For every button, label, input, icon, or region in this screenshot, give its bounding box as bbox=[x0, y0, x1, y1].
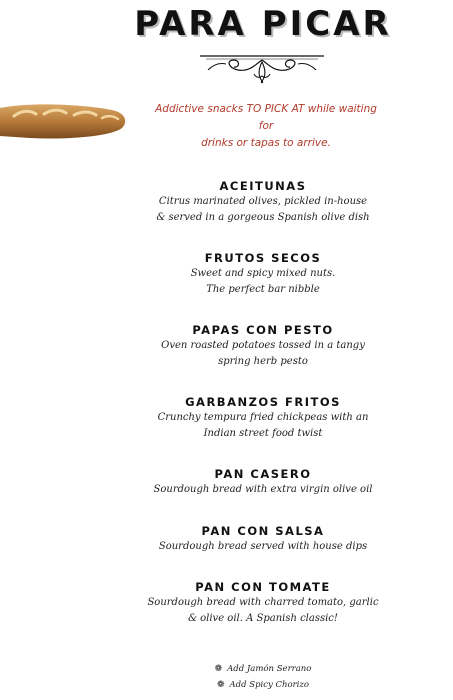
item-name: GARBANZOS FRITOS bbox=[185, 395, 341, 409]
menu-item-pan-con-tomate bbox=[0, 579, 453, 626]
item-description: Oven roasted potatoes tossed in a tangy bbox=[161, 340, 365, 351]
menu-item-garbanzos-fritos bbox=[0, 394, 453, 441]
item-description: Sourdough bread served with house dips bbox=[158, 540, 368, 552]
item-description: & served in a gorgeous Spanish olive dish bbox=[156, 211, 370, 223]
intro-text bbox=[150, 101, 382, 152]
menu-item-papas-con-pesto bbox=[0, 322, 453, 369]
item-description: The perfect bar nibble bbox=[206, 283, 320, 295]
addon-item bbox=[0, 661, 453, 677]
item-name: ACEITUNAS bbox=[219, 179, 307, 193]
item-description: Sourdough bread with charred tomato, garlic bbox=[147, 597, 379, 608]
flower-bullet-icon: ❁ bbox=[214, 664, 223, 674]
addon-item bbox=[0, 677, 453, 693]
item-description: Citrus marinated olives, pickled in-house bbox=[158, 196, 368, 207]
ornament-divider-icon bbox=[198, 50, 326, 84]
menu-list bbox=[0, 178, 453, 651]
item-name: PAN CASERO bbox=[214, 467, 312, 481]
item-description: Crunchy tempura fried chickpeas with an bbox=[157, 412, 369, 423]
baguette-image bbox=[0, 100, 128, 142]
item-description: & olive oil. A Spanish classic! bbox=[188, 612, 338, 624]
item-description: Sweet and spicy mixed nuts. bbox=[190, 268, 336, 279]
addon-label: Add Jamón Serrano bbox=[227, 664, 312, 674]
item-description: spring herb pesto bbox=[218, 355, 308, 367]
item-description: Sourdough bread with extra virgin olive oil bbox=[153, 484, 373, 495]
item-name: PAPAS CON PESTO bbox=[192, 323, 334, 337]
menu-item-frutos-secos bbox=[0, 250, 453, 297]
addon-list bbox=[0, 661, 453, 693]
intro-line: Addictive snacks TO PICK AT while waiting for bbox=[155, 103, 377, 132]
page-title: PARA PICAR bbox=[134, 4, 392, 44]
item-name: PAN CON SALSA bbox=[201, 523, 325, 538]
addon-label: Add Spicy Chorizo bbox=[229, 680, 309, 690]
menu-item-pan-casero bbox=[0, 466, 453, 498]
menu-item-aceitunas bbox=[0, 178, 453, 225]
menu-item-pan-con-salsa bbox=[0, 523, 453, 555]
item-name: PAN CON TOMATE bbox=[195, 580, 331, 594]
flower-bullet-icon: ❁ bbox=[217, 680, 225, 690]
item-name: FRUTOS SECOS bbox=[204, 251, 322, 265]
item-description: Indian street food twist bbox=[203, 427, 323, 439]
intro-line: drinks or tapas to arrive. bbox=[201, 137, 331, 149]
